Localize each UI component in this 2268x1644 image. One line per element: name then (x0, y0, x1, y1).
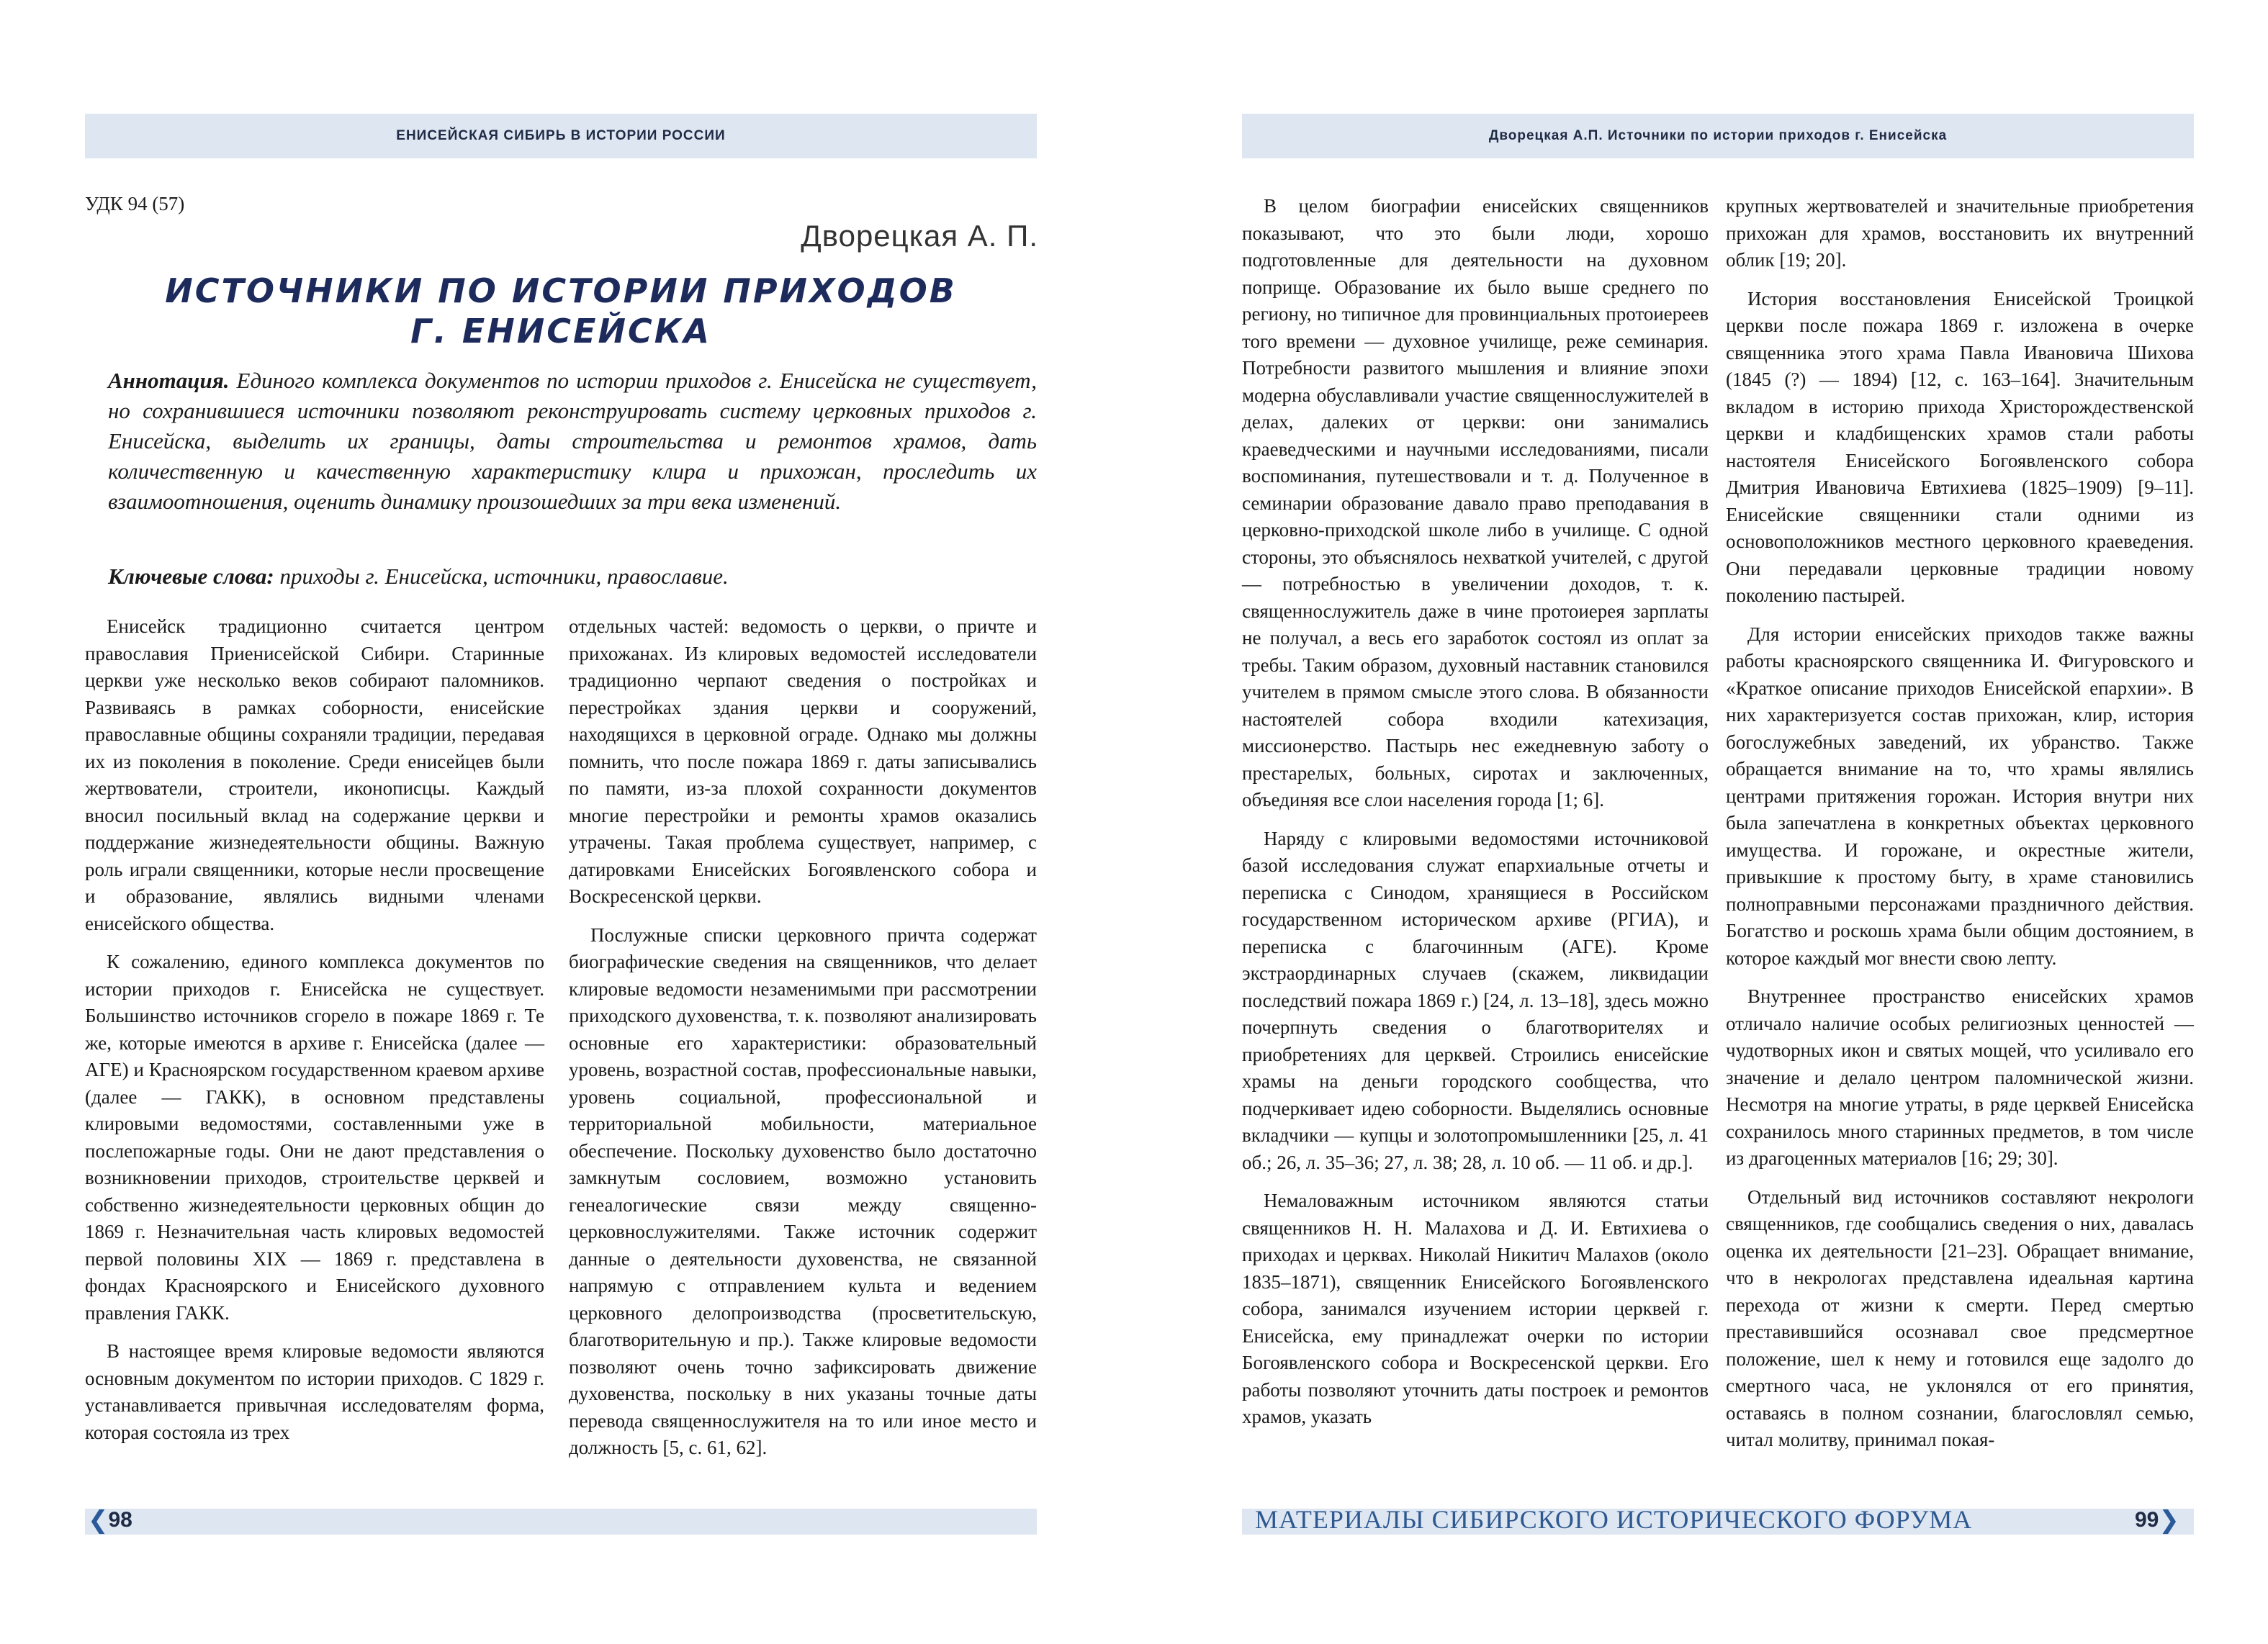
paragraph: В настоящее время клировые ведомости являются основным документом по истории приходов. С 1829 г. устанавливается привычная исследователям форма, которая состояла из трех (85, 1340, 544, 1443)
paragraph: Внутреннее пространство енисейских храмов отличало наличие особых религиозных ценностей — чудотворных икон и святых мощей, что усиливало его значение и делало центром паломнической жизни. Несмотря на многие утраты, в ряде церквей Енисейска сохранилось много старинных предметов, в том числе из драгоценных материалов [16; 29; 30]. (1726, 985, 2194, 1169)
paragraph: Отдельный вид источников составляют некрологи священников, где сообщались сведения о них, давалась оценка их деятельности [21–23]. Обращает внимание, что в некрологах представлена идеальная картина перехода от жизни к смерти. Перед смертью преставившийся осознавал свое предсмертное положение, шел к нему и готовился еще задолго до смертного часа, не уклонялся от его принятия, оставаясь в полном сознании, благословлял семью, читал молитву, принимал покая- (1726, 1185, 2194, 1450)
abstract-label: Аннотация. (108, 368, 230, 393)
footer-band-left (85, 1509, 1037, 1535)
paragraph: крупных жертвователей и значительные приобретения прихожан для храмов, восстановить их внутренний облик [19; 20]. (1726, 195, 2194, 271)
right-page (1134, 0, 2268, 1644)
keywords-label: Ключевые слова: (108, 564, 274, 589)
page-number-right-text: 99 (2135, 1508, 2159, 1532)
journal-title: МАТЕРИАЛЫ СИБИРСКОГО ИСТОРИЧЕСКОГО ФОРУМА (1255, 1505, 1973, 1534)
paragraph: Наряду с клировыми ведомостями источниковой базой исследования служат епархиальные отчеты и переписка с Синодом, хранящиеся в Российском государственном историческом архиве (РГИА), и переписка с благочинным (АГЕ). Кроме экстраординарных случаев (скажем, ликвидации последствий пожара 1869 г.) [24, л. 13–18], здесь можно почерпнуть сведения о благотворителях и приобретениях для церквей. Строились енисейские храмы на деньги городского сообщества, что подчеркивает идею соборности. Выделялись основные вкладчики — купцы и золотопромышленники [25, л. 41 об.; 26, л. 35–36; 27, л. 38; 28, л. 10 об. — 11 об. и др.]. (1242, 827, 1709, 1173)
article-title-line2: Г. ЕНИСЕЙСКА (410, 312, 711, 351)
keywords (108, 561, 1037, 592)
text-column-2 (569, 613, 1037, 1473)
running-head-left: ЕНИСЕЙСКАЯ СИБИРЬ В ИСТОРИИ РОССИИ (85, 114, 1037, 158)
article-title-line1: ИСТОЧНИКИ ПО ИСТОРИИ ПРИХОДОВ (165, 271, 957, 310)
running-head-right: Дворецкая А.П. Источники по истории приходов г. Енисейска (1242, 114, 2194, 158)
keywords-text: приходы г. Енисейска, источники, православие. (274, 564, 729, 589)
text-column-3 (1242, 193, 1709, 1442)
page-number-left-text: 98 (108, 1508, 132, 1532)
abstract (108, 366, 1037, 517)
paragraph: К сожалению, единого комплекса документов по истории приходов г. Енисейска не существует. Большинство источников сгорело в пожаре 1869 г. Те же, которые имеются в архиве г. Енисейска (далее — АГЕ) и Красноярском государственном краевом архиве (далее — ГАКК), в основном представлены клировыми ведомостями, составленными уже в послепожарные годы. Они не дают представления о возникновении приходов, строительстве церквей и собственно жизнедеятельности церковных общин до 1869 г. Незначительная часть клировых ведомостей первой половины XIX — 1869 г. представлена в фондах Красноярского и Енисейского духовного правления ГАКК. (85, 951, 544, 1324)
paragraph: отдельных частей: ведомость о церкви, о причте и прихожанах. Из клировых ведомостей исследователи традиционно черпают сведения о постройках и перестройках здания церкви и сооружений, находящихся в церковной ограде. Однако мы должны помнить, что после пожара 1869 г. даты записывались по памяти, из-за плохой сохранности документов многие перестройки и ремонты храмов оказались утрачены. Такая проблема существует, например, с датировками Енисейских Богоявленского собора и Воскресенской церкви. (569, 615, 1037, 907)
article-author: Дворецкая А. П. (801, 219, 1038, 253)
page-number-right (2135, 1506, 2179, 1535)
text-column-1 (85, 613, 544, 1458)
paragraph: История восстановления Енисейской Троицкой церкви после пожара 1869 г. изложена в очерке священника этого храма Павла Ивановича Шихова (1845 (?) — 1894) [12, с. 163–164]. Значительным вкладом в историю прихода Христорождественской церкви и кладбищенских храмов стали работы настоятеля Енисейского Богоявленского собора Дмитрия Ивановича Евтихиева (1825–1909) [9–11]. Енисейские священники стали одними из основоположников местного церковного краеведения. Они передавали церковные традиции новому поколению пастырей. (1726, 287, 2194, 606)
udk-code: УДК 94 (57) (85, 193, 185, 214)
paragraph: В целом биографии енисейских священников показывают, что это были люди, хорошо подготовленные для деятельности на духовном поприще. Образование их было выше среднего по региону, но типичное для провинциальных протоиереев того времени — духовное училище, реже семинария. Потребности развитого мышления и влияние эпохи модерна обуславливали участие священнослужителей в делах, далеких от церкви: они занимались краеведческими и научными исследованиями, писали воспоминания, путешествовали и т. д. Полученное в семинарии образование давало право преподавания в церковно-приходской школе либо в училище. С одной стороны, это объяснялось нехваткой учителей, с другой — потребностью в увеличении доходов, т. к. священнослужитель даже в чине протоиерея зарплаты не получал, а весь его заработок состоял из оплат за требы. Таким образом, духовный наставник становился учителем в прямом смысле этого слова. В обязанности настоятелей собора входили катехизация, миссионерство. Пастырь нес ежедневную заботу о престарелых, больных, сиротах и заключенных, объединяя все слои населения города [1; 6]. (1242, 195, 1709, 810)
page-number-left (88, 1506, 132, 1535)
chevron-left-icon: ❮ (88, 1507, 109, 1534)
abstract-text: Единого комплекса документов по истории приходов г. Енисейска не существует, но сохранившиеся источники позволяют реконструировать систему церковных приходов г. Енисейска, выделить их границы, даты строительства и ремонтов храмов, дать количественную и качественную характеристику клира и прихожан, проследить их взаимоотношения, оценить динамику произошедших за три века изменений. (108, 368, 1037, 514)
paragraph: Енисейск традиционно считается центром православия Приенисейской Сибири. Старинные церкви уже несколько веков собирают паломников. Развиваясь в рамках соборности, енисейские православные общины сохраняли традиции, передавая их из поколения в поколение. Среди енисейцев были жертвователи, строители, иконописцы. Каждый вносил посильный вклад на содержание церкви и поддержание жизнедеятельности общины. Важную роль играли священники, которые несли просвещение и образование, являлись видными членами енисейского общества. (85, 615, 544, 934)
chevron-right-icon: ❯ (2159, 1507, 2179, 1534)
text-column-4 (1726, 193, 2194, 1465)
article-title (85, 271, 1037, 351)
paragraph: Послужные списки церковного причта содержат биографические сведения на священников, что делает клировые ведомости незаменимыми при рассмотрении приходского духовенства, т. к. позволяют анализировать основные его характеристики: образовательный уровень, возрастной состав, профессиональные навыки, уровень социальной, профессиональной и территориальной мобильности, материальное обеспечение. Поскольку духовенство было достаточно замкнутым сословием, возможно установить генеалогические связи между священно-церковнослужителями. Также источник содержит данные о деятельности духовенства, не связанной напрямую с отправлением культа и ведением церковного делопроизводства (просветительскую, благотворительную и пр.). Также клировые ведомости позволяют очень точно зафиксировать движение духовенства, поскольку в них указаны точные даты перевода священнослужителя на то или иное место и должность [5, с. 61, 62]. (569, 923, 1037, 1458)
paragraph: Немаловажным источником являются статьи священников Н. Н. Малахова и Д. И. Евтихиева о приходах и церквах. Николай Никитич Малахов (около 1835–1871), священник Енисейского Богоявленского собора, занимался изучением истории церквей г. Енисейска, ему принадлежат очерки по истории Богоявленского собора и Воскресенской церкви. Его работы позволяют уточнить даты построек и ремонтов храмов, указать (1242, 1190, 1709, 1427)
paragraph: Для истории енисейских приходов также важны работы красноярского священника И. Фигуровского и «Краткое описание приходов Енисейской епархии». В них характеризуется состав прихожан, клир, история богослужебных заведений, их убранство. Также обращается внимание на то, что храмы являлись центрами притяжения горожан. История внутри них была запечатлена в конкретных объектах церковного имущества. И горожане, и окрестные жители, привыкшие к простому быту, в храме становились полноправными персонажами праздничного действия. Богатство и роскошь храма были общим достоянием, в которое каждый мог внести свою лепту. (1726, 623, 2194, 969)
